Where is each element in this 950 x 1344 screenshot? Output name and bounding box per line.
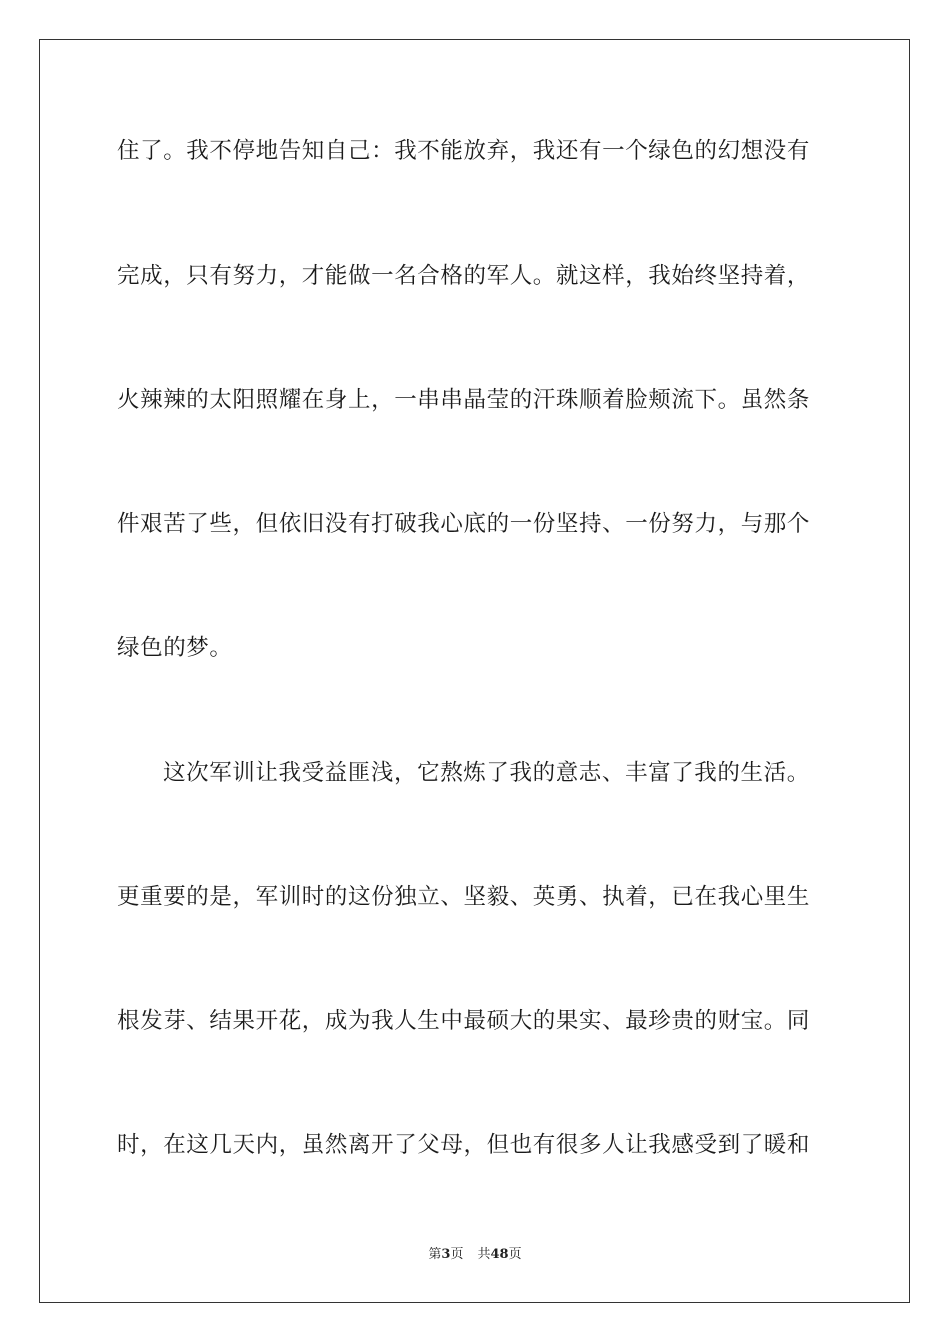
- body-line-7: 更重要的是，军训时的这份独立、坚毅、英勇、执着，已在我心里生: [117, 884, 811, 910]
- page-frame: [39, 39, 910, 1303]
- body-line-9: 时，在这几天内，虽然离开了父母，但也有很多人让我感受到了暖和: [117, 1132, 811, 1158]
- body-line-2: 完成，只有努力，才能做一名合格的军人。就这样，我始终坚持着，: [117, 263, 811, 289]
- body-line-1: 住了。我不停地告知自己：我不能放弃，我还有一个绿色的幻想没有: [117, 138, 811, 164]
- total-prefix: 共: [477, 1247, 491, 1262]
- page-number: 3: [441, 1247, 451, 1262]
- body-line-3: 火辣辣的太阳照耀在身上，一串串晶莹的汗珠顺着脸颊流下。虽然条: [117, 387, 811, 413]
- body-line-5: 绿色的梦。: [117, 635, 233, 661]
- body-line-4: 件艰苦了些，但依旧没有打破我心底的一份坚持、一份努力，与那个: [117, 511, 811, 537]
- total-suffix: 页: [508, 1247, 522, 1262]
- body-line-8: 根发芽、结果开花，成为我人生中最硕大的果实、最珍贵的财宝。同: [117, 1008, 811, 1034]
- page-suffix: 页: [450, 1247, 464, 1262]
- total-pages: 48: [490, 1247, 509, 1262]
- page-prefix: 第: [428, 1247, 442, 1262]
- paragraph-start-line: 这次军训让我受益匪浅，它熬炼了我的意志、丰富了我的生活。: [163, 760, 810, 786]
- page-footer: [0, 1246, 950, 1264]
